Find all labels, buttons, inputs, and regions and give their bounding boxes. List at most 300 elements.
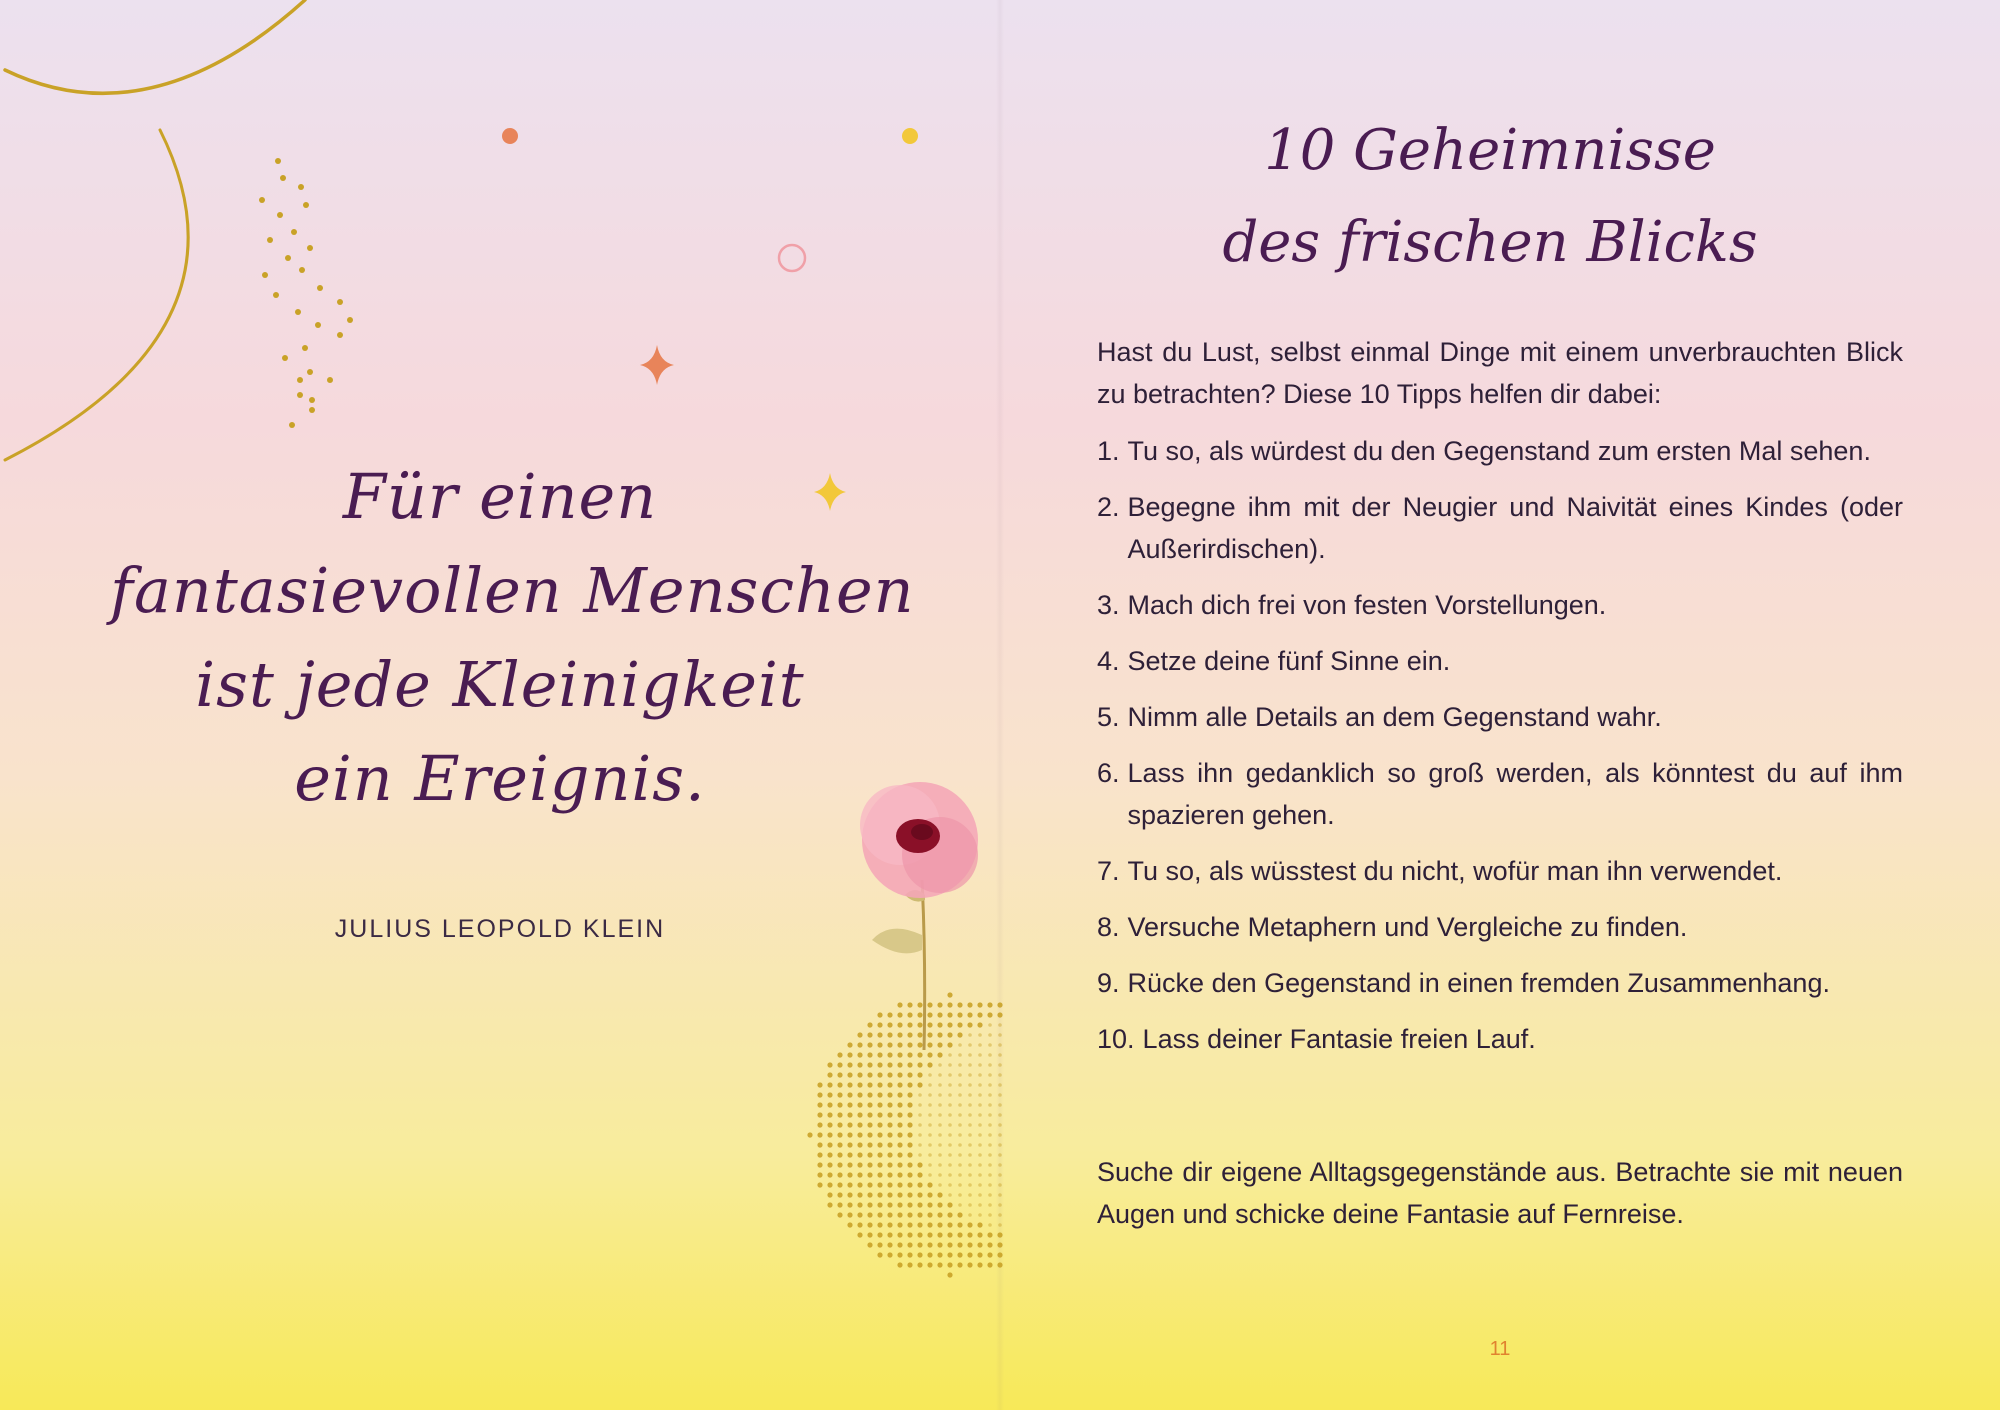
gold-dot [918, 1113, 922, 1117]
gold-dot [817, 1102, 822, 1107]
gold-dot [299, 267, 305, 273]
gold-dot [907, 1102, 912, 1107]
gold-dot [315, 322, 321, 328]
gold-dot [968, 1193, 972, 1197]
gold-dot [968, 1103, 972, 1107]
gold-dot [877, 1252, 882, 1257]
gold-dot [947, 1212, 952, 1217]
gold-dot [938, 1083, 942, 1087]
gold-dot [968, 1033, 972, 1037]
gold-dot [897, 1222, 902, 1227]
gold-dot [917, 1192, 922, 1197]
gold-dot [877, 1142, 882, 1147]
gold-dot [857, 1162, 862, 1167]
gold-dot [907, 1142, 912, 1147]
gold-dot [817, 1152, 822, 1157]
gold-dot [918, 1153, 922, 1157]
gold-dot [917, 1002, 922, 1007]
gold-dot [827, 1192, 832, 1197]
gold-dot [837, 1172, 842, 1177]
gold-dot [897, 1262, 902, 1267]
gold-dot [282, 355, 288, 361]
gold-dot [917, 1082, 922, 1087]
gold-dot [887, 1012, 892, 1017]
list-item [1097, 906, 1903, 948]
gold-dot [978, 1203, 982, 1207]
gold-dot [298, 184, 304, 190]
gold-dot [928, 1163, 932, 1167]
gold-dot [988, 1023, 992, 1027]
gold-dot [988, 1213, 992, 1217]
gold-dot [958, 1183, 962, 1187]
gold-dot [917, 1172, 922, 1177]
gold-dot [837, 1202, 842, 1207]
gold-dot [907, 1092, 912, 1097]
gold-dot [837, 1152, 842, 1157]
gold-dot [977, 1242, 982, 1247]
gold-dot [857, 1212, 862, 1217]
gold-dot [938, 1153, 942, 1157]
gold-dot [303, 202, 309, 208]
gold-dot [867, 1212, 872, 1217]
gold-dot [867, 1032, 872, 1037]
gold-dot [988, 1203, 992, 1207]
gold-dot [887, 1032, 892, 1037]
gold-dot [978, 1133, 982, 1137]
gold-dot [988, 1113, 992, 1117]
gold-dot [867, 1222, 872, 1227]
tip-number: 6. [1097, 758, 1120, 788]
gold-dot [897, 1042, 902, 1047]
gold-dot [968, 1203, 972, 1207]
gold-dot [897, 1082, 902, 1087]
gold-dot [988, 1033, 992, 1037]
gold-dot [907, 1212, 912, 1217]
gold-dot [977, 1222, 982, 1227]
gold-dot [988, 1143, 992, 1147]
list-item [1097, 696, 1903, 738]
gold-dot [847, 1072, 852, 1077]
gold-dot [857, 1222, 862, 1227]
gold-dot [927, 1202, 932, 1207]
gold-dot [847, 1112, 852, 1117]
gold-dot [927, 1242, 932, 1247]
gold-dot [867, 1172, 872, 1177]
gold-dot [927, 1192, 932, 1197]
tip-number: 7. [1097, 856, 1120, 886]
gold-dot [857, 1132, 862, 1137]
gold-dot [317, 285, 323, 291]
gold-dot [827, 1202, 832, 1207]
tip-number: 5. [1097, 702, 1120, 732]
gold-dot [867, 1142, 872, 1147]
gold-dot [827, 1172, 832, 1177]
gold-dot [297, 392, 303, 398]
gold-dot [857, 1092, 862, 1097]
gold-dot [907, 1052, 912, 1057]
gold-dot [817, 1172, 822, 1177]
tip-number: 2. [1097, 492, 1120, 522]
gold-dot [978, 1083, 982, 1087]
gold-dot [877, 1102, 882, 1107]
gold-dot [957, 1262, 962, 1267]
gold-dot [928, 1143, 932, 1147]
gold-dot [857, 1072, 862, 1077]
gold-dot [837, 1072, 842, 1077]
gold-dot [947, 992, 952, 997]
gold-dot [897, 1032, 902, 1037]
gold-dot [968, 1153, 972, 1157]
gold-dot [968, 1123, 972, 1127]
gold-dot [917, 1232, 922, 1237]
gold-dot [927, 1222, 932, 1227]
gold-dot [988, 1223, 992, 1227]
gold-dot [907, 1222, 912, 1227]
gold-dot [847, 1142, 852, 1147]
gold-dot [968, 1143, 972, 1147]
gold-dot [957, 1212, 962, 1217]
gold-dot [967, 1012, 972, 1017]
gold-dot [917, 1052, 922, 1057]
gold-dot [927, 1012, 932, 1017]
gold-dot [857, 1082, 862, 1087]
list-item [1097, 1018, 1903, 1060]
gold-dot [988, 1163, 992, 1167]
tip-text: Tu so, als wüsstest du nicht, wofür man ihn verwendet. [1127, 856, 1783, 886]
gold-dot [947, 1022, 952, 1027]
gold-dot [978, 1183, 982, 1187]
gold-dot [309, 407, 315, 413]
gold-dot [968, 1133, 972, 1137]
gold-dot [918, 1093, 922, 1097]
tip-text: Mach dich frei von festen Vorstellungen. [1127, 590, 1607, 620]
quote [110, 450, 915, 826]
gold-dot [337, 299, 343, 305]
gold-dot [897, 1062, 902, 1067]
gold-dot [917, 1212, 922, 1217]
gold-dot [897, 1152, 902, 1157]
gold-dot [967, 1232, 972, 1237]
gold-arc-icon [5, 0, 305, 460]
gold-dot [887, 1042, 892, 1047]
gold-dot [927, 1252, 932, 1257]
gold-dot [977, 1002, 982, 1007]
gold-dot [259, 197, 265, 203]
gold-dot [877, 1222, 882, 1227]
gold-dot [938, 1063, 942, 1067]
gold-dot [897, 1072, 902, 1077]
gold-dot [928, 1133, 932, 1137]
gold-dot [295, 309, 301, 315]
gold-dot [887, 1202, 892, 1207]
gold-dot [918, 1143, 922, 1147]
gold-dot [958, 1133, 962, 1137]
gold-dot [907, 1122, 912, 1127]
gold-dot [907, 1022, 912, 1027]
gold-dot [857, 1202, 862, 1207]
gold-dot [837, 1162, 842, 1167]
gold-dot [867, 1162, 872, 1167]
gold-dot [887, 1182, 892, 1187]
gold-dot [967, 1222, 972, 1227]
gold-dot [857, 1182, 862, 1187]
gold-dot [928, 1173, 932, 1177]
gold-dot [877, 1062, 882, 1067]
gold-dot [867, 1052, 872, 1057]
gold-dot [907, 1232, 912, 1237]
gold-dot [948, 1173, 952, 1177]
gold-dot [978, 1123, 982, 1127]
gold-dot [327, 377, 333, 383]
gold-dot [947, 1232, 952, 1237]
gold-dotted-moon-icon [807, 992, 1002, 1277]
gold-dot [877, 1082, 882, 1087]
gold-dot [817, 1112, 822, 1117]
gold-dot [938, 1093, 942, 1097]
gold-dot [978, 1193, 982, 1197]
pink-ring-icon [779, 245, 805, 271]
gold-dot [280, 175, 286, 181]
tip-text: Lass ihn gedanklich so groß werden, als könntest du auf ihm spazieren gehen. [1127, 758, 1903, 830]
gold-dot [978, 1213, 982, 1217]
gold-dot [958, 1193, 962, 1197]
gold-dot [347, 317, 353, 323]
gold-dot [947, 1272, 952, 1277]
gold-dot [937, 1252, 942, 1257]
gold-dot [927, 1212, 932, 1217]
gold-dot [907, 1192, 912, 1197]
gold-dot [897, 1132, 902, 1137]
gold-dot [937, 1052, 942, 1057]
gold-dot [837, 1092, 842, 1097]
gold-dot [978, 1033, 982, 1037]
list-item [1097, 486, 1903, 570]
gold-dot [927, 1182, 932, 1187]
gold-dot [275, 158, 281, 164]
gold-dot [285, 255, 291, 261]
gold-dot [958, 1113, 962, 1117]
gold-dot [948, 1073, 952, 1077]
gold-dot [928, 1093, 932, 1097]
gold-dot [928, 1073, 932, 1077]
gold-dot [968, 1173, 972, 1177]
gold-dot [907, 1112, 912, 1117]
gold-dot [957, 1012, 962, 1017]
gold-dot [927, 1032, 932, 1037]
gold-dot [957, 1232, 962, 1237]
gold-dot [937, 1192, 942, 1197]
gold-dot [907, 1072, 912, 1077]
gold-dot [937, 1242, 942, 1247]
gold-dot [987, 1262, 992, 1267]
gold-dot [978, 1163, 982, 1167]
gold-dot [977, 1012, 982, 1017]
gold-dot [978, 1043, 982, 1047]
gold-dot [987, 1012, 992, 1017]
tip-number: 8. [1097, 912, 1120, 942]
gold-dot [887, 1102, 892, 1107]
gold-dot [958, 1163, 962, 1167]
gold-dot [957, 1242, 962, 1247]
gold-dot [897, 1012, 902, 1017]
gold-dot [957, 1022, 962, 1027]
gold-dot [947, 1042, 952, 1047]
gold-dot [948, 1183, 952, 1187]
gold-dot [977, 1252, 982, 1257]
gold-dot [977, 1022, 982, 1027]
tip-text: Begegne ihm mit der Neugier und Naivität eines Kindes (oder Außerirdischen). [1127, 492, 1903, 564]
gold-dot [887, 1022, 892, 1027]
gold-dot [928, 1153, 932, 1157]
gold-dot [827, 1082, 832, 1087]
tip-text: Versuche Metaphern und Vergleiche zu finden. [1127, 912, 1688, 942]
gold-dot [897, 1102, 902, 1107]
gold-dot [937, 1022, 942, 1027]
gold-dot [937, 1232, 942, 1237]
gold-dot [267, 237, 273, 243]
gold-dot [928, 1083, 932, 1087]
gold-dot [867, 1092, 872, 1097]
gold-dot [978, 1113, 982, 1117]
gold-dot [907, 1262, 912, 1267]
gold-dot [887, 1232, 892, 1237]
list-item [1097, 752, 1903, 836]
gold-dot [897, 1162, 902, 1167]
gold-dot [988, 1053, 992, 1057]
gold-dot [867, 1232, 872, 1237]
gold-dot [968, 1053, 972, 1057]
gold-dot [877, 1132, 882, 1137]
intro-paragraph: Hast du Lust, selbst einmal Dinge mit einem unverbrauchten Blick zu betrachten? Diese 10 Tipps helfen dir dabei: [1097, 337, 1903, 409]
quote-line: ein Ereignis. [294, 742, 706, 815]
gold-dot [877, 1052, 882, 1057]
gold-dot [937, 1002, 942, 1007]
tip-text: Lass deiner Fantasie freien Lauf. [1142, 1024, 1536, 1054]
yellow-dot-icon [902, 128, 918, 144]
gold-dot [988, 1083, 992, 1087]
gold-dot [847, 1132, 852, 1137]
gold-dot [917, 1182, 922, 1187]
gold-dot [948, 1123, 952, 1127]
gold-dot [948, 1113, 952, 1117]
gold-dot [827, 1162, 832, 1167]
gold-dot [887, 1152, 892, 1157]
gold-dot [978, 1153, 982, 1157]
gold-dot [958, 1083, 962, 1087]
gold-dot [877, 1152, 882, 1157]
gold-dot [877, 1162, 882, 1167]
book-gutter [996, 0, 1004, 1410]
gold-dot [907, 1132, 912, 1137]
quote-line: ist jede Kleinigkeit [195, 648, 805, 721]
page-title [1100, 105, 1880, 289]
gold-dot [827, 1102, 832, 1107]
gold-dot [897, 1112, 902, 1117]
tip-text: Rücke den Gegenstand in einen fremden Zusammenhang. [1127, 968, 1830, 998]
list-item [1097, 584, 1903, 626]
gold-dot [877, 1042, 882, 1047]
gold-dot [978, 1073, 982, 1077]
gold-dot [867, 1182, 872, 1187]
gold-dot [947, 1002, 952, 1007]
gold-dot [937, 1042, 942, 1047]
gold-dot [938, 1163, 942, 1167]
gold-dot [877, 1092, 882, 1097]
gold-dot [958, 1043, 962, 1047]
gold-dot [957, 1222, 962, 1227]
gold-dot [907, 1202, 912, 1207]
gold-dot [877, 1242, 882, 1247]
gold-dot [937, 1222, 942, 1227]
gold-dot [867, 1202, 872, 1207]
gold-dot [937, 1032, 942, 1037]
gold-dot [948, 1063, 952, 1067]
gold-dot [897, 1002, 902, 1007]
gold-dot [938, 1183, 942, 1187]
gold-dot [847, 1202, 852, 1207]
gold-dot [877, 1212, 882, 1217]
gold-dot [927, 1022, 932, 1027]
gold-dot [827, 1062, 832, 1067]
gold-dot [857, 1042, 862, 1047]
gold-dot [817, 1122, 822, 1127]
title-line: des frischen Blicks [1222, 210, 1758, 275]
gold-dot [817, 1162, 822, 1167]
gold-dot [289, 422, 295, 428]
gold-dot [907, 1162, 912, 1167]
gold-dot [988, 1093, 992, 1097]
gold-dot [978, 1063, 982, 1067]
list-item [1097, 850, 1903, 892]
gold-dot [897, 1142, 902, 1147]
gold-dot [967, 1022, 972, 1027]
gold-dot [968, 1163, 972, 1167]
gold-dot [897, 1182, 902, 1187]
gold-dot [277, 212, 283, 218]
gold-dot [978, 1173, 982, 1177]
gold-dot [297, 377, 303, 383]
gold-dot [847, 1082, 852, 1087]
gold-dot [827, 1072, 832, 1077]
gold-dot [897, 1232, 902, 1237]
list-item [1097, 430, 1903, 472]
gold-dot [907, 1002, 912, 1007]
gold-dot [309, 397, 315, 403]
gold-dot [958, 1143, 962, 1147]
tip-number: 9. [1097, 968, 1120, 998]
gold-dot [291, 229, 297, 235]
gold-dot [947, 1242, 952, 1247]
gold-dot [897, 1242, 902, 1247]
gold-dot [968, 1063, 972, 1067]
gold-dot [877, 1182, 882, 1187]
gold-dot [887, 1112, 892, 1117]
gold-dot [947, 1202, 952, 1207]
gold-dot [807, 1132, 812, 1137]
gold-dot [897, 1212, 902, 1217]
gold-dot [817, 1092, 822, 1097]
gold-dot [918, 1103, 922, 1107]
gold-dot [817, 1132, 822, 1137]
gold-dot [907, 1152, 912, 1157]
gold-dot [988, 1153, 992, 1157]
gold-dot [847, 1182, 852, 1187]
gold-dot [968, 1183, 972, 1187]
gold-dot [877, 1032, 882, 1037]
gold-dot [977, 1232, 982, 1237]
gold-dot [897, 1172, 902, 1177]
gold-dot [877, 1192, 882, 1197]
